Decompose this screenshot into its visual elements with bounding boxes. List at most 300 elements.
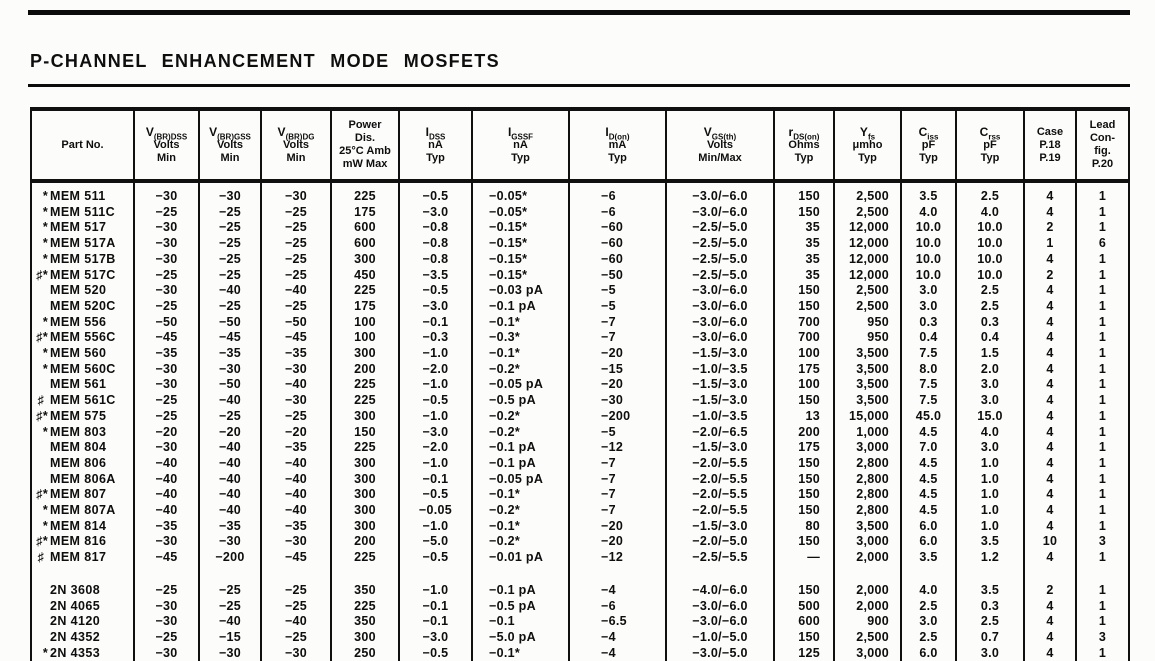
cell-vbr-dg: −45 (261, 330, 331, 346)
cell-case: 1 (1024, 236, 1076, 252)
cell-lead-config: 1 (1076, 299, 1129, 315)
cell-crss: 2.5 (956, 299, 1024, 315)
cell-vbr-gss: −25 (199, 205, 261, 221)
cell-vgs-th: −2.5/−5.0 (666, 268, 774, 284)
cell-id-on: −30 (569, 393, 666, 409)
cell-ciss: 2.5 (901, 599, 956, 615)
cell-vgs-th: −1.5/−3.0 (666, 346, 774, 362)
part-prefix-marker: * (42, 314, 48, 329)
part-cell (31, 299, 134, 315)
cell-ciss: 0.4 (901, 330, 956, 346)
part-cell (31, 440, 134, 456)
col-header-yfs (834, 109, 901, 181)
cell-power-dis: 225 (331, 550, 399, 566)
col-header-line: Dis. (354, 132, 376, 144)
cell-vgs-th: −2.5/−5.0 (666, 220, 774, 236)
cell-idss: −3.0 (399, 425, 472, 441)
cell-vbr-dg: −40 (261, 472, 331, 488)
cell-vbr-dss: −20 (134, 425, 199, 441)
col-header-line: Ohms (788, 138, 820, 151)
cell-lead-config: 1 (1076, 472, 1129, 488)
cell-power-dis: 200 (331, 534, 399, 550)
cell-igssf: −0.05 pA (472, 377, 569, 393)
cell-case: 4 (1024, 189, 1076, 205)
cell-lead-config: 1 (1076, 315, 1129, 331)
cell-rds-on: 175 (774, 362, 834, 378)
col-symbol: $V_{GS(th)}$ (703, 124, 737, 141)
col-symbol: $V_{(BR)DSS}$ (145, 124, 188, 141)
cell-vbr-dss: −30 (134, 646, 199, 661)
cell-ciss: 4.5 (901, 472, 956, 488)
cell-igssf: −0.2* (472, 409, 569, 425)
part-cell (31, 503, 134, 519)
cell-crss: 3.0 (956, 646, 1024, 661)
part-number: MEM 807A (50, 503, 116, 518)
cell-igssf: −0.2* (472, 425, 569, 441)
cell-vbr-dg: −20 (261, 425, 331, 441)
cell-lead-config: 1 (1076, 456, 1129, 472)
cell-power-dis: 300 (331, 487, 399, 503)
cell-rds-on: 500 (774, 599, 834, 615)
cell-rds-on: 150 (774, 503, 834, 519)
cell-rds-on: 100 (774, 346, 834, 362)
cell-vbr-dg: −40 (261, 487, 331, 503)
col-header-rds-on (774, 109, 834, 181)
cell-ciss: 10.0 (901, 252, 956, 268)
cell-yfs: 3,500 (834, 519, 901, 535)
cell-power-dis: 175 (331, 299, 399, 315)
part-cell (31, 283, 134, 299)
cell-vbr-gss: −25 (199, 409, 261, 425)
cell-vbr-dss: −30 (134, 440, 199, 456)
cell-vbr-gss: −25 (199, 599, 261, 615)
spacer-cell (399, 566, 472, 583)
col-header-line: nA (428, 138, 443, 151)
cell-crss: 1.0 (956, 503, 1024, 519)
part-cell (31, 362, 134, 378)
cell-ciss: 3.0 (901, 283, 956, 299)
cell-vbr-dg: −25 (261, 299, 331, 315)
cell-id-on: −15 (569, 362, 666, 378)
cell-idss: −0.5 (399, 283, 472, 299)
cell-id-on: −5 (569, 299, 666, 315)
cell-lead-config: 1 (1076, 599, 1129, 615)
part-cell (31, 456, 134, 472)
table-row (31, 614, 1129, 630)
cell-crss: 4.0 (956, 205, 1024, 221)
cell-vbr-gss: −40 (199, 283, 261, 299)
cell-id-on: −7 (569, 456, 666, 472)
col-header-line: P.18 (1039, 138, 1061, 151)
cell-id-on: −6 (569, 205, 666, 221)
cell-vbr-gss: −35 (199, 346, 261, 362)
table-row (31, 299, 1129, 315)
cell-id-on: −7 (569, 503, 666, 519)
cell-igssf: −0.15* (472, 252, 569, 268)
cell-lead-config: 1 (1076, 346, 1129, 362)
cell-vbr-dss: −35 (134, 346, 199, 362)
cell-vbr-gss: −40 (199, 472, 261, 488)
part-cell (31, 377, 134, 393)
col-header-line: Typ (980, 151, 1000, 164)
cell-rds-on: — (774, 550, 834, 566)
part-cell (31, 550, 134, 566)
part-cell (31, 268, 134, 284)
cell-yfs: 2,500 (834, 283, 901, 299)
cell-case: 4 (1024, 315, 1076, 331)
cell-igssf: −0.1 pA (472, 299, 569, 315)
cell-idss: −0.5 (399, 393, 472, 409)
cell-igssf: −0.1 pA (472, 456, 569, 472)
part-prefix-marker: ♯* (36, 487, 48, 502)
cell-ciss: 4.5 (901, 425, 956, 441)
cell-vbr-dss: −35 (134, 519, 199, 535)
cell-rds-on: 200 (774, 425, 834, 441)
cell-power-dis: 300 (331, 503, 399, 519)
cell-vgs-th: −2.0/−6.5 (666, 425, 774, 441)
cell-vbr-dss: −40 (134, 487, 199, 503)
col-symbol: $I_{D(on)}$ (605, 124, 630, 141)
cell-idss: −1.0 (399, 519, 472, 535)
cell-id-on: −20 (569, 346, 666, 362)
cell-id-on: −20 (569, 377, 666, 393)
cell-yfs: 3,000 (834, 440, 901, 456)
part-cell (31, 409, 134, 425)
cell-ciss: 10.0 (901, 268, 956, 284)
cell-id-on: −7 (569, 315, 666, 331)
cell-vbr-gss: −15 (199, 630, 261, 646)
cell-rds-on: 100 (774, 377, 834, 393)
part-number: MEM 803 (50, 424, 107, 439)
part-number: MEM 816 (50, 534, 107, 549)
cell-lead-config: 1 (1076, 393, 1129, 409)
cell-case: 4 (1024, 362, 1076, 378)
part-cell (31, 252, 134, 268)
cell-yfs: 3,000 (834, 646, 901, 661)
cell-power-dis: 225 (331, 599, 399, 615)
part-prefix-marker: * (42, 424, 48, 439)
cell-ciss: 3.5 (901, 189, 956, 205)
cell-id-on: −7 (569, 472, 666, 488)
part-number: 2N 4353 (50, 645, 101, 660)
part-number: 2N 3608 (50, 582, 101, 597)
cell-yfs: 2,000 (834, 599, 901, 615)
cell-crss: 15.0 (956, 409, 1024, 425)
cell-vbr-dss: −25 (134, 268, 199, 284)
cell-id-on: −60 (569, 236, 666, 252)
cell-crss: 10.0 (956, 220, 1024, 236)
cell-rds-on: 150 (774, 205, 834, 221)
cell-igssf: −0.1* (472, 487, 569, 503)
header-row (31, 109, 1129, 181)
cell-igssf: −0.1 pA (472, 440, 569, 456)
cell-vbr-dss: −30 (134, 252, 199, 268)
cell-case: 4 (1024, 630, 1076, 646)
cell-idss: −0.5 (399, 189, 472, 205)
cell-vgs-th: −1.5/−3.0 (666, 519, 774, 535)
cell-yfs: 2,000 (834, 583, 901, 599)
cell-vgs-th: −3.0/−6.0 (666, 614, 774, 630)
cell-vgs-th: −3.0/−6.0 (666, 599, 774, 615)
cell-power-dis: 225 (331, 377, 399, 393)
col-symbol: $r_{DS(on)}$ (788, 124, 820, 141)
col-header-line: 25°C Amb (339, 145, 391, 157)
cell-vbr-gss: −45 (199, 330, 261, 346)
cell-case: 2 (1024, 268, 1076, 284)
col-header-line: Min/Max (698, 151, 742, 164)
col-header-line: Typ (426, 151, 445, 164)
cell-rds-on: 175 (774, 440, 834, 456)
part-cell (31, 393, 134, 409)
cell-idss: −0.1 (399, 614, 472, 630)
table-row (31, 409, 1129, 425)
col-header-line: Con- (1089, 132, 1116, 144)
cell-igssf: −0.1* (472, 646, 569, 661)
cell-vbr-dss: −45 (134, 330, 199, 346)
col-header-line: Case (1036, 125, 1064, 138)
table-row (31, 315, 1129, 331)
part-prefix-marker: * (42, 220, 48, 235)
cell-crss: 10.0 (956, 252, 1024, 268)
cell-igssf: −0.1* (472, 346, 569, 362)
cell-lead-config: 3 (1076, 534, 1129, 550)
cell-vbr-dss: −30 (134, 283, 199, 299)
col-header-igssf (472, 109, 569, 181)
cell-ciss: 4.5 (901, 456, 956, 472)
cell-power-dis: 100 (331, 315, 399, 331)
cell-vbr-dg: −25 (261, 220, 331, 236)
cell-power-dis: 300 (331, 519, 399, 535)
cell-idss: −3.0 (399, 205, 472, 221)
cell-igssf: −0.05* (472, 205, 569, 221)
cell-vbr-dg: −30 (261, 534, 331, 550)
cell-yfs: 2,800 (834, 456, 901, 472)
cell-crss: 2.0 (956, 362, 1024, 378)
cell-lead-config: 1 (1076, 550, 1129, 566)
cell-crss: 0.4 (956, 330, 1024, 346)
cell-idss: −0.5 (399, 550, 472, 566)
cell-igssf: −0.1* (472, 315, 569, 331)
spacer-cell (134, 566, 199, 583)
spacer-cell (774, 566, 834, 583)
cell-vbr-dg: −50 (261, 315, 331, 331)
part-number: MEM 511 (50, 189, 106, 203)
cell-rds-on: 600 (774, 614, 834, 630)
cell-ciss: 0.3 (901, 315, 956, 331)
part-number: MEM 817 (50, 550, 107, 565)
cell-vbr-dss: −30 (134, 534, 199, 550)
cell-ciss: 3.0 (901, 299, 956, 315)
cell-id-on: −6 (569, 599, 666, 615)
cell-vbr-dg: −25 (261, 409, 331, 425)
table-row (31, 646, 1129, 661)
cell-vbr-dss: −25 (134, 409, 199, 425)
cell-ciss: 7.5 (901, 346, 956, 362)
cell-yfs: 2,800 (834, 487, 901, 503)
table-row (31, 630, 1129, 646)
cell-power-dis: 175 (331, 205, 399, 221)
cell-power-dis: 300 (331, 252, 399, 268)
cell-id-on: −4 (569, 646, 666, 661)
cell-idss: −1.0 (399, 377, 472, 393)
spacer-cell (199, 566, 261, 583)
spacer-cell (666, 566, 774, 583)
cell-case: 4 (1024, 440, 1076, 456)
cell-crss: 2.5 (956, 189, 1024, 205)
spacer-cell (1024, 181, 1076, 189)
table-row (31, 268, 1129, 284)
cell-vbr-dg: −30 (261, 646, 331, 661)
part-number: MEM 561 (50, 377, 107, 392)
cell-idss: −0.1 (399, 472, 472, 488)
part-number: 2N 4120 (50, 614, 101, 629)
mosfet-spec-table (30, 107, 1130, 661)
cell-idss: −2.0 (399, 362, 472, 378)
cell-rds-on: 150 (774, 189, 834, 205)
cell-vbr-dg: −40 (261, 503, 331, 519)
col-header-idss (399, 109, 472, 181)
part-number: MEM 556 (50, 314, 107, 329)
cell-igssf: −0.2* (472, 503, 569, 519)
col-header-id-on (569, 109, 666, 181)
cell-igssf: −0.5 pA (472, 599, 569, 615)
cell-vgs-th: −1.0/−3.5 (666, 362, 774, 378)
cell-yfs: 1,000 (834, 425, 901, 441)
cell-idss: −0.5 (399, 646, 472, 661)
table-row (31, 377, 1129, 393)
cell-ciss: 10.0 (901, 236, 956, 252)
cell-igssf: −0.1 (472, 614, 569, 630)
spacer-cell (261, 566, 331, 583)
spacer-cell (956, 181, 1024, 189)
cell-yfs: 2,800 (834, 472, 901, 488)
cell-lead-config: 6 (1076, 236, 1129, 252)
part-number: MEM 561C (50, 393, 116, 408)
cell-vbr-dss: −25 (134, 205, 199, 221)
col-header-line: P.20 (1091, 158, 1114, 170)
cell-id-on: −4 (569, 630, 666, 646)
cell-vbr-dss: −30 (134, 377, 199, 393)
part-cell (31, 236, 134, 252)
cell-yfs: 950 (834, 330, 901, 346)
part-number: MEM 575 (50, 408, 107, 423)
part-prefix-marker: * (42, 236, 48, 251)
col-header-line: Min (286, 151, 306, 164)
spacer-cell (1024, 566, 1076, 583)
cell-idss: −0.3 (399, 330, 472, 346)
cell-yfs: 12,000 (834, 252, 901, 268)
col-symbol: $Y_{fs}$ (859, 124, 876, 141)
cell-crss: 3.5 (956, 583, 1024, 599)
cell-lead-config: 3 (1076, 630, 1129, 646)
cell-vbr-gss: −30 (199, 646, 261, 661)
cell-vbr-dg: −40 (261, 456, 331, 472)
part-number: MEM 804 (50, 440, 107, 455)
cell-yfs: 3,500 (834, 362, 901, 378)
cell-crss: 10.0 (956, 268, 1024, 284)
cell-power-dis: 225 (331, 393, 399, 409)
cell-vbr-dss: −40 (134, 472, 199, 488)
cell-case: 2 (1024, 220, 1076, 236)
cell-vbr-dg: −45 (261, 550, 331, 566)
cell-igssf: −0.3* (472, 330, 569, 346)
col-header-line: fig. (1094, 145, 1111, 157)
cell-yfs: 2,500 (834, 299, 901, 315)
col-header-vbr-dss (134, 109, 199, 181)
cell-vbr-dg: −35 (261, 440, 331, 456)
cell-vgs-th: −2.5/−5.5 (666, 550, 774, 566)
part-number: MEM 520 (50, 283, 107, 298)
cell-idss: −0.8 (399, 252, 472, 268)
page-title: P-CHANNEL ENHANCEMENT MODE MOSFETS (30, 51, 500, 71)
cell-crss: 3.5 (956, 534, 1024, 550)
col-header-line: Volts (282, 138, 310, 151)
part-cell (31, 315, 134, 331)
cell-igssf: −0.15* (472, 268, 569, 284)
cell-vgs-th: −2.0/−5.5 (666, 472, 774, 488)
part-cell (31, 330, 134, 346)
cell-vbr-gss: −40 (199, 393, 261, 409)
cell-igssf: −0.01 pA (472, 550, 569, 566)
table-row (31, 550, 1129, 566)
part-cell (31, 599, 134, 615)
col-header-power-dis (331, 109, 399, 181)
cell-vbr-dg: −25 (261, 236, 331, 252)
cell-id-on: −50 (569, 268, 666, 284)
cell-vbr-gss: −40 (199, 456, 261, 472)
cell-vbr-dss: −40 (134, 503, 199, 519)
col-header-line: nA (513, 138, 528, 151)
col-header-line: Typ (608, 151, 627, 164)
cell-vbr-gss: −25 (199, 268, 261, 284)
cell-vbr-gss: −40 (199, 614, 261, 630)
part-cell (31, 614, 134, 630)
cell-lead-config: 1 (1076, 503, 1129, 519)
cell-crss: 1.5 (956, 346, 1024, 362)
cell-vbr-dg: −35 (261, 346, 331, 362)
cell-power-dis: 150 (331, 425, 399, 441)
cell-lead-config: 1 (1076, 583, 1129, 599)
part-cell (31, 534, 134, 550)
table-row (31, 583, 1129, 599)
cell-yfs: 12,000 (834, 236, 901, 252)
part-number: MEM 517C (50, 267, 116, 282)
part-cell (31, 425, 134, 441)
part-cell (31, 472, 134, 488)
cell-power-dis: 225 (331, 440, 399, 456)
cell-ciss: 4.0 (901, 583, 956, 599)
cell-yfs: 2,800 (834, 503, 901, 519)
col-symbol: $I_{GSSF}$ (507, 124, 534, 141)
cell-vgs-th: −3.0/−6.0 (666, 283, 774, 299)
cell-idss: −1.0 (399, 583, 472, 599)
part-prefix-marker: ♯* (36, 267, 48, 282)
cell-idss: −0.1 (399, 599, 472, 615)
cell-crss: 1.0 (956, 487, 1024, 503)
cell-vbr-gss: −50 (199, 377, 261, 393)
cell-power-dis: 225 (331, 189, 399, 205)
cell-ciss: 4.0 (901, 205, 956, 221)
cell-igssf: −0.5 pA (472, 393, 569, 409)
cell-idss: −0.8 (399, 236, 472, 252)
cell-yfs: 2,000 (834, 550, 901, 566)
part-cell (31, 519, 134, 535)
cell-ciss: 10.0 (901, 220, 956, 236)
cell-rds-on: 35 (774, 236, 834, 252)
cell-idss: −0.8 (399, 220, 472, 236)
spacer-cell (774, 181, 834, 189)
part-number: MEM 517B (50, 251, 116, 266)
